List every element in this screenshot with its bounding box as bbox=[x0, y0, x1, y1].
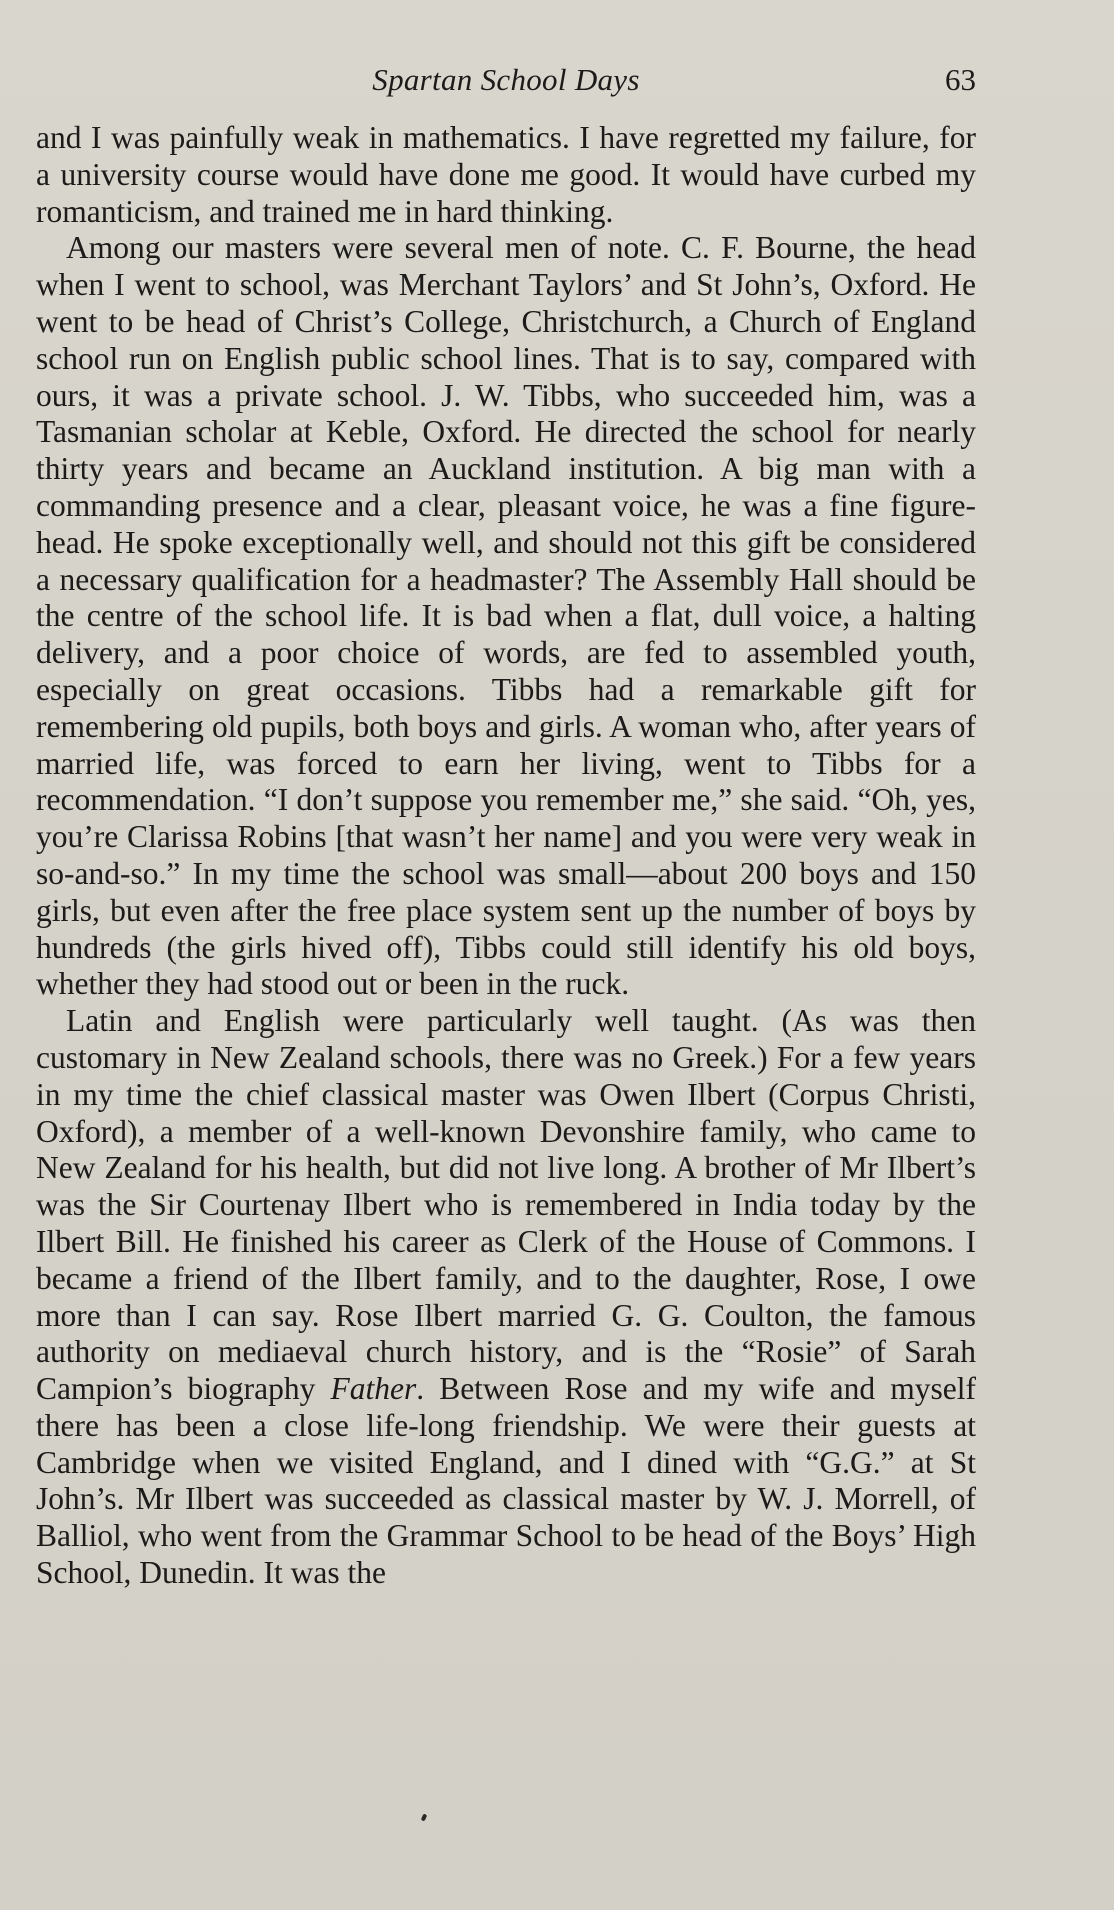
paragraph-masters: Among our masters were several men of note. C. F. Bourne, the head when I went to school, was Merchant Taylors’ and St John’s, Oxford. He went to be head of Christ’s College, Christchurch, a Church of England school run on English public school lines. That is to say, compared with ours, it was a private school. J. W. Tibbs, who succeeded him, was a Tasmanian scholar at Keble, Oxford. He directed the school for nearly thirty years and became an Auckland institution. A big man with a commanding presence and a clear, pleasant voice, he was a fine figure-head. He spoke exceptionally well, and should not this gift be considered a necessary qualification for a headmaster? The Assembly Hall should be the centre of the school life. It is bad when a flat, dull voice, a halting delivery, and a poor choice of words, are fed to assembled youth, especially on great occasions. Tibbs had a remarkable gift for remembering old pupils, both boys and girls. A woman who, after years of married life, was forced to earn her living, went to Tibbs for a recommendation. “I don’t suppose you remember me,” she said. “Oh, yes, you’re Clarissa Robins [that wasn’t her name] and you were very weak in so-and-so.” In my time the school was small—about 200 boys and 150 girls, but even after the free place system sent up the number of boys by hundreds (the girls hived off), Tibbs could still identify his old boys, whether they had stood out or been in the ruck. bbox=[36, 230, 976, 1002]
body-text bbox=[36, 120, 976, 1592]
running-head: Spartan School Days bbox=[372, 62, 640, 97]
page-number: 63 bbox=[945, 62, 976, 97]
paragraph-continuation: and I was painfully weak in mathematics. I have regretted my failure, for a university course would have done me good. It would have curbed my romanticism, and trained me in hard thinking. bbox=[36, 120, 976, 229]
paragraph-latin-english: Latin and English were particularly well taught. (As was then customary in New Zealand schools, there was no Greek.) For a few years in my time the chief classical master was Owen Ilbert (Corpus Christi, Oxford), a member of a well-known Devonshire family, who came to New Zealand for his health, but did not live long. A brother of Mr Ilbert’s was the Sir Courtenay Ilbert who is remembered in India today by the Ilbert Bill. He finished his career as Clerk of the House of Commons. I became a friend of the Ilbert family, and to the daughter, Rose, I owe more than I can say. Rose Ilbert married G. G. Coulton, the famous authority on mediaeval church history, and is the “Rosie” of Sarah Campion’s biography Father. Between Rose and my wife and myself there has been a close life-long friendship. We were their guests at Cambridge when we visited England, and I dined with “G.G.” at St John’s. Mr Ilbert was succeeded as classical master by W. J. Morrell, of Balliol, who went from the Grammar School to be head of the Boys’ High School, Dunedin. It was the bbox=[36, 1003, 977, 1591]
book-title-father: Father bbox=[330, 1371, 417, 1407]
ink-mark bbox=[421, 1813, 428, 1821]
page-header bbox=[36, 62, 976, 112]
